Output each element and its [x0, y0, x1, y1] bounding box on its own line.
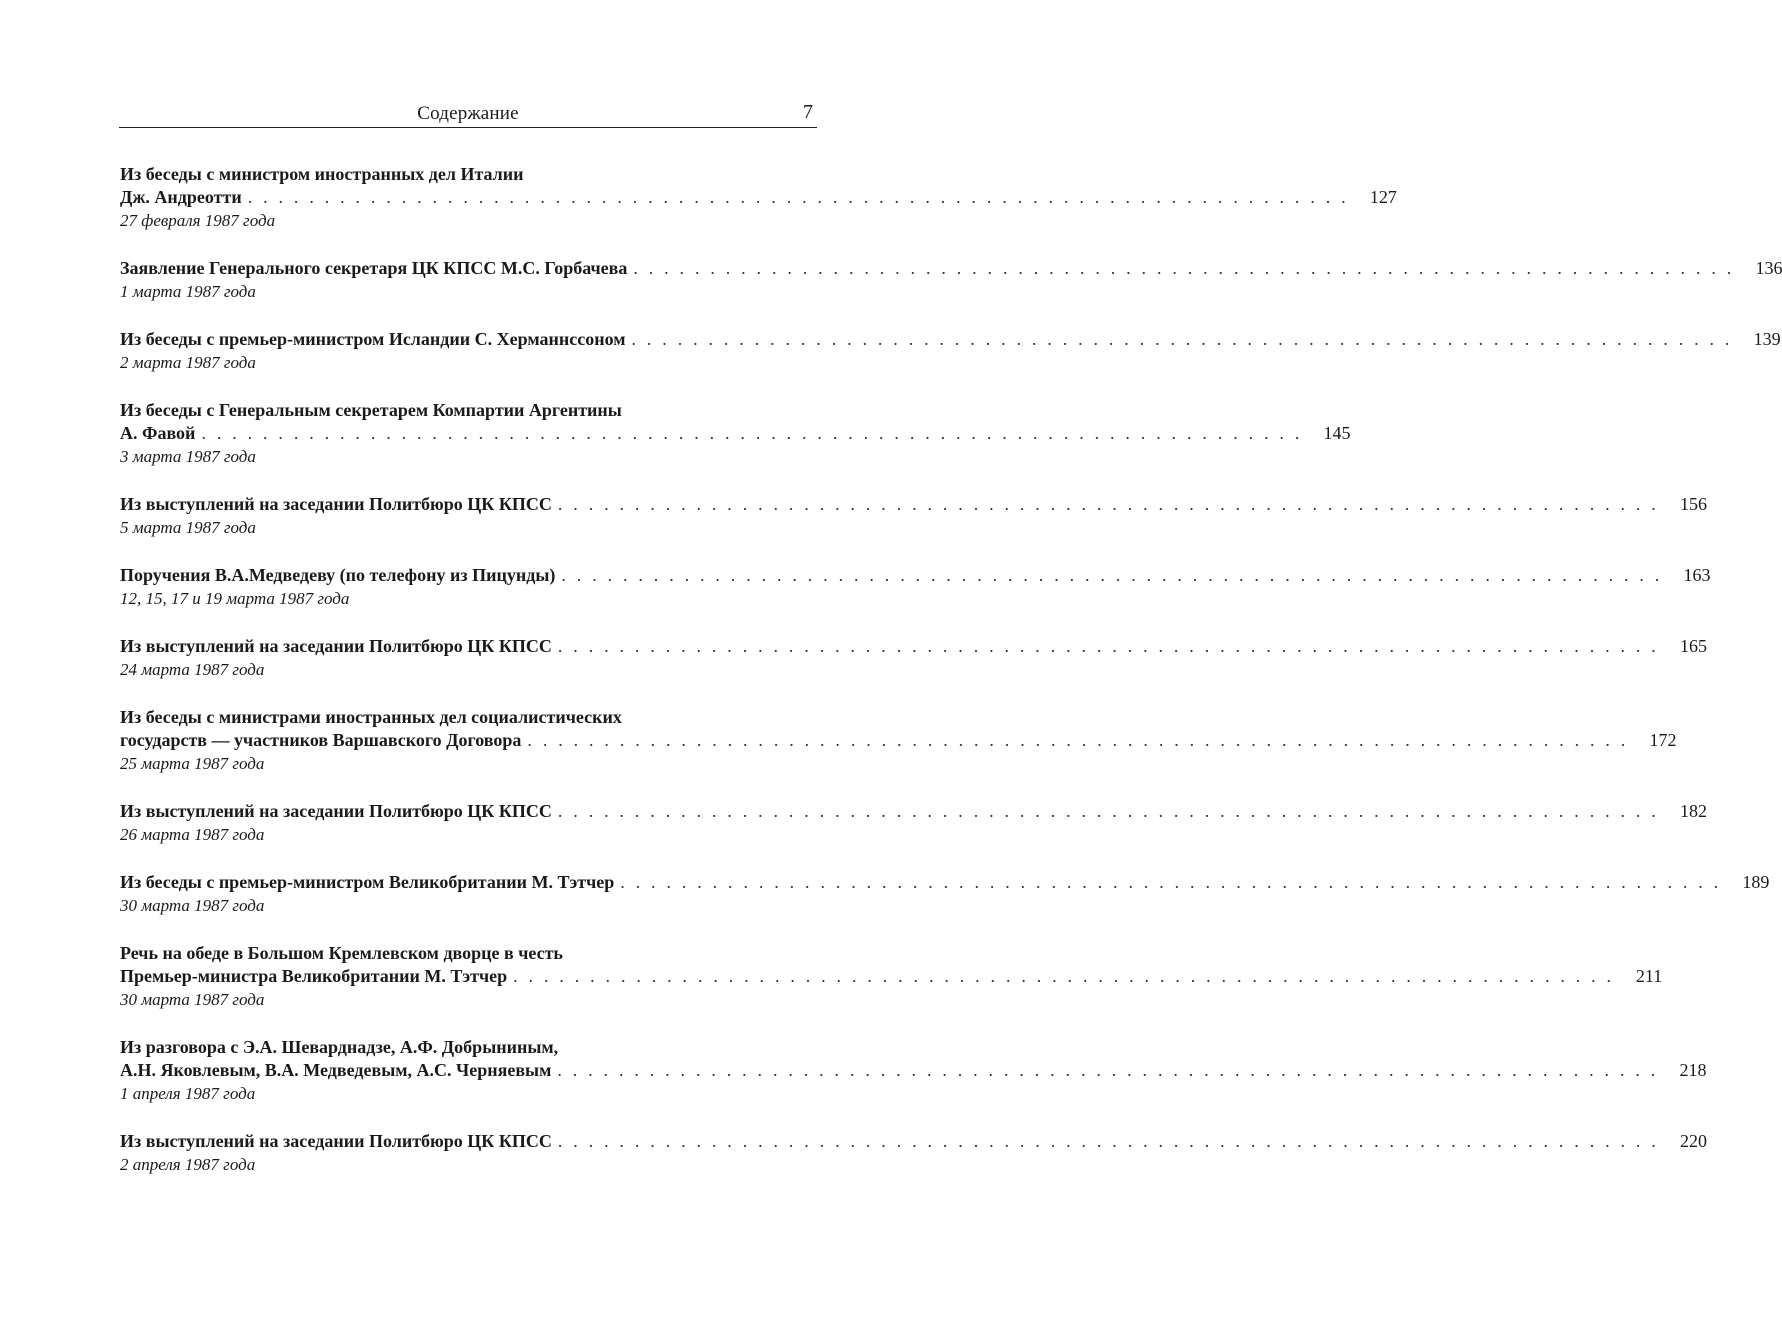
dot-leader: . . . . . . . . . . . . . . . . . . . . . . . . . . . . . . . . . . . . . . . . . . . . . . . . . . . . . . . . . . . . . . . . . . . . . . . . [557, 1060, 1659, 1080]
toc-entry-date: 27 февраля 1987 года [120, 211, 276, 230]
toc-entry-title-line [120, 635, 1708, 658]
toc-entry-title-text: Заявление Генерального секретаря ЦК КПСС М.С. Горбачева [120, 258, 628, 278]
toc-entry-title-text: Из выступлений на заседании Политбюро ЦК КПСС [120, 801, 552, 821]
toc-entry-title-line [120, 399, 758, 422]
dot-leader: . . . . . . . . . . . . . . . . . . . . . . . . . . . . . . . . . . . . . . . . . . . . . . . . . . . . . . . . . . . . . . . . . . . . . . . . [557, 494, 1660, 514]
toc-entry-date: 25 марта 1987 года [120, 754, 265, 773]
toc-entry-title-line [120, 564, 1711, 587]
toc-page-number[interactable]: 211 [1635, 966, 1663, 986]
dot-leader: . . . . . . . . . . . . . . . . . . . . . . . . . . . . . . . . . . . . . . . . . . . . . . . . . . . . . . . . . . . . . . . . . . . . . . . . [633, 258, 1735, 278]
toc-entry[interactable] [120, 257, 1782, 303]
toc-entry-title-line [120, 1036, 758, 1059]
toc-entry[interactable] [120, 328, 1781, 374]
toc-entry-date: 5 марта 1987 года [120, 518, 256, 537]
toc-entry[interactable] [120, 1036, 1707, 1105]
toc-entry-title-text: Премьер-министра Великобритании М. Тэтчер [120, 966, 508, 986]
toc-entry-title-line [120, 729, 1677, 752]
toc-entry-title-text: Поручения В.А.Медведеву (по телефону из Пицунды) [120, 565, 556, 585]
toc-page-number[interactable]: 189 [1742, 872, 1770, 892]
toc-entry-date: 26 марта 1987 года [120, 825, 265, 844]
toc-entry[interactable] [120, 942, 1663, 1011]
toc-page-number[interactable]: 145 [1323, 423, 1351, 443]
dot-leader: . . . . . . . . . . . . . . . . . . . . . . . . . . . . . . . . . . . . . . . . . . . . . . . . . . . . . . . . . . . . . . . . . . . . . . . . [631, 329, 1733, 349]
toc-entry[interactable] [120, 564, 1711, 610]
toc-entry-title-text: Дж. Андреотти [120, 187, 242, 207]
toc-entry-title-line [120, 800, 1708, 823]
toc-entry-title-text: Речь на обеде в Большом Кремлевском дворце в честь [120, 943, 563, 963]
toc-entry-title-line [120, 1130, 1708, 1153]
toc-page-number[interactable]: 136 [1755, 258, 1782, 278]
toc-entry-title-text: Из выступлений на заседании Политбюро ЦК КПСС [120, 1131, 552, 1151]
toc-entry-date: 1 апреля 1987 года [120, 1084, 256, 1103]
header-page-number: 7 [803, 101, 813, 123]
toc-entry[interactable] [120, 163, 1397, 232]
toc-page-number[interactable]: 163 [1683, 565, 1711, 585]
toc-entry-title-line [120, 328, 1781, 351]
toc-entry-date: 3 марта 1987 года [120, 447, 256, 466]
toc-entry-date: 2 апреля 1987 года [120, 1155, 256, 1174]
toc-entry-title-text: А. Фавой [120, 423, 196, 443]
toc-entry-title-line [120, 422, 1351, 445]
toc-entry[interactable] [120, 399, 1351, 468]
dot-leader: . . . . . . . . . . . . . . . . . . . . . . . . . . . . . . . . . . . . . . . . . . . . . . . . . . . . . . . . . . . . . . . . . . . . . . . . [557, 801, 1660, 821]
toc-entry-title-text: Из беседы с премьер-министром Великобритании М. Тэтчер [120, 872, 615, 892]
dot-leader: . . . . . . . . . . . . . . . . . . . . . . . . . . . . . . . . . . . . . . . . . . . . . . . . . . . . . . . . . . . . . . . . . . . . . . . . [247, 187, 1349, 207]
dot-leader: . . . . . . . . . . . . . . . . . . . . . . . . . . . . . . . . . . . . . . . . . . . . . . . . . . . . . . . . . . . . . . . . . . . . . . . . [513, 966, 1615, 986]
dot-leader: . . . . . . . . . . . . . . . . . . . . . . . . . . . . . . . . . . . . . . . . . . . . . . . . . . . . . . . . . . . . . . . . . . . . . . . . [201, 423, 1303, 443]
toc-entry-title-text: государств — участников Варшавского Договора [120, 730, 522, 750]
toc-entry-title-text: Из разговора с Э.А. Шеварднадзе, А.Ф. Добрыниным, [120, 1037, 559, 1057]
toc-entry-title-line [120, 493, 1708, 516]
toc-entry[interactable] [120, 635, 1708, 681]
toc-entry-title-text: Из выступлений на заседании Политбюро ЦК КПСС [120, 494, 552, 514]
header-title: Содержание [417, 103, 519, 124]
table-of-contents [120, 163, 1782, 1201]
toc-entry-title-line [120, 1059, 1707, 1082]
toc-entry[interactable] [120, 706, 1677, 775]
toc-entry-date: 24 марта 1987 года [120, 660, 265, 679]
toc-entry-title-line [120, 706, 758, 729]
toc-entry[interactable] [120, 871, 1770, 917]
toc-entry-date: 30 марта 1987 года [120, 896, 265, 915]
toc-entry[interactable] [120, 493, 1708, 539]
toc-entry-title-text: Из беседы с Генеральным секретарем Компартии Аргентины [120, 400, 622, 420]
toc-page-number[interactable]: 139 [1753, 329, 1781, 349]
toc-page-number[interactable]: 182 [1680, 801, 1708, 821]
toc-entry-title-line [120, 163, 758, 186]
toc-entry-title-line [120, 871, 1770, 894]
toc-entry-title-text: Из беседы с министром иностранных дел Италии [120, 164, 524, 184]
toc-entry[interactable] [120, 1130, 1708, 1176]
toc-page-number[interactable]: 127 [1369, 187, 1397, 207]
toc-entry-date: 30 марта 1987 года [120, 990, 265, 1009]
toc-entry-title-text: А.Н. Яковлевым, В.А. Медведевым, А.С. Черняевым [120, 1060, 552, 1080]
toc-entry-date: 12, 15, 17 и 19 марта 1987 года [120, 589, 350, 608]
toc-entry-date: 1 марта 1987 года [120, 282, 256, 301]
toc-page-number[interactable]: 220 [1680, 1131, 1708, 1151]
toc-entry-title-line [120, 257, 1782, 280]
toc-entry-date: 2 марта 1987 года [120, 353, 256, 372]
dot-leader: . . . . . . . . . . . . . . . . . . . . . . . . . . . . . . . . . . . . . . . . . . . . . . . . . . . . . . . . . . . . . . . . . . . . . . . . [561, 565, 1663, 585]
dot-leader: . . . . . . . . . . . . . . . . . . . . . . . . . . . . . . . . . . . . . . . . . . . . . . . . . . . . . . . . . . . . . . . . . . . . . . . . [557, 1131, 1660, 1151]
toc-entry-title-text: Из беседы с премьер-министром Исландии С. Херманнссоном [120, 329, 626, 349]
toc-page-number[interactable]: 218 [1679, 1060, 1707, 1080]
toc-page-number[interactable]: 165 [1680, 636, 1708, 656]
toc-page-number[interactable]: 156 [1680, 494, 1708, 514]
toc-entry-title-line [120, 186, 1397, 209]
toc-entry[interactable] [120, 800, 1708, 846]
toc-entry-title-line [120, 942, 758, 965]
dot-leader: . . . . . . . . . . . . . . . . . . . . . . . . . . . . . . . . . . . . . . . . . . . . . . . . . . . . . . . . . . . . . . . . . . . . . . . . [527, 730, 1629, 750]
toc-entry-title-text: Из выступлений на заседании Политбюро ЦК КПСС [120, 636, 552, 656]
running-header [119, 101, 817, 128]
toc-entry-title-text: Из беседы с министрами иностранных дел социалистических [120, 707, 622, 727]
dot-leader: . . . . . . . . . . . . . . . . . . . . . . . . . . . . . . . . . . . . . . . . . . . . . . . . . . . . . . . . . . . . . . . . . . . . . . . . [620, 872, 1722, 892]
toc-page-number[interactable]: 172 [1649, 730, 1677, 750]
dot-leader: . . . . . . . . . . . . . . . . . . . . . . . . . . . . . . . . . . . . . . . . . . . . . . . . . . . . . . . . . . . . . . . . . . . . . . . . [557, 636, 1660, 656]
toc-entry-title-line [120, 965, 1663, 988]
